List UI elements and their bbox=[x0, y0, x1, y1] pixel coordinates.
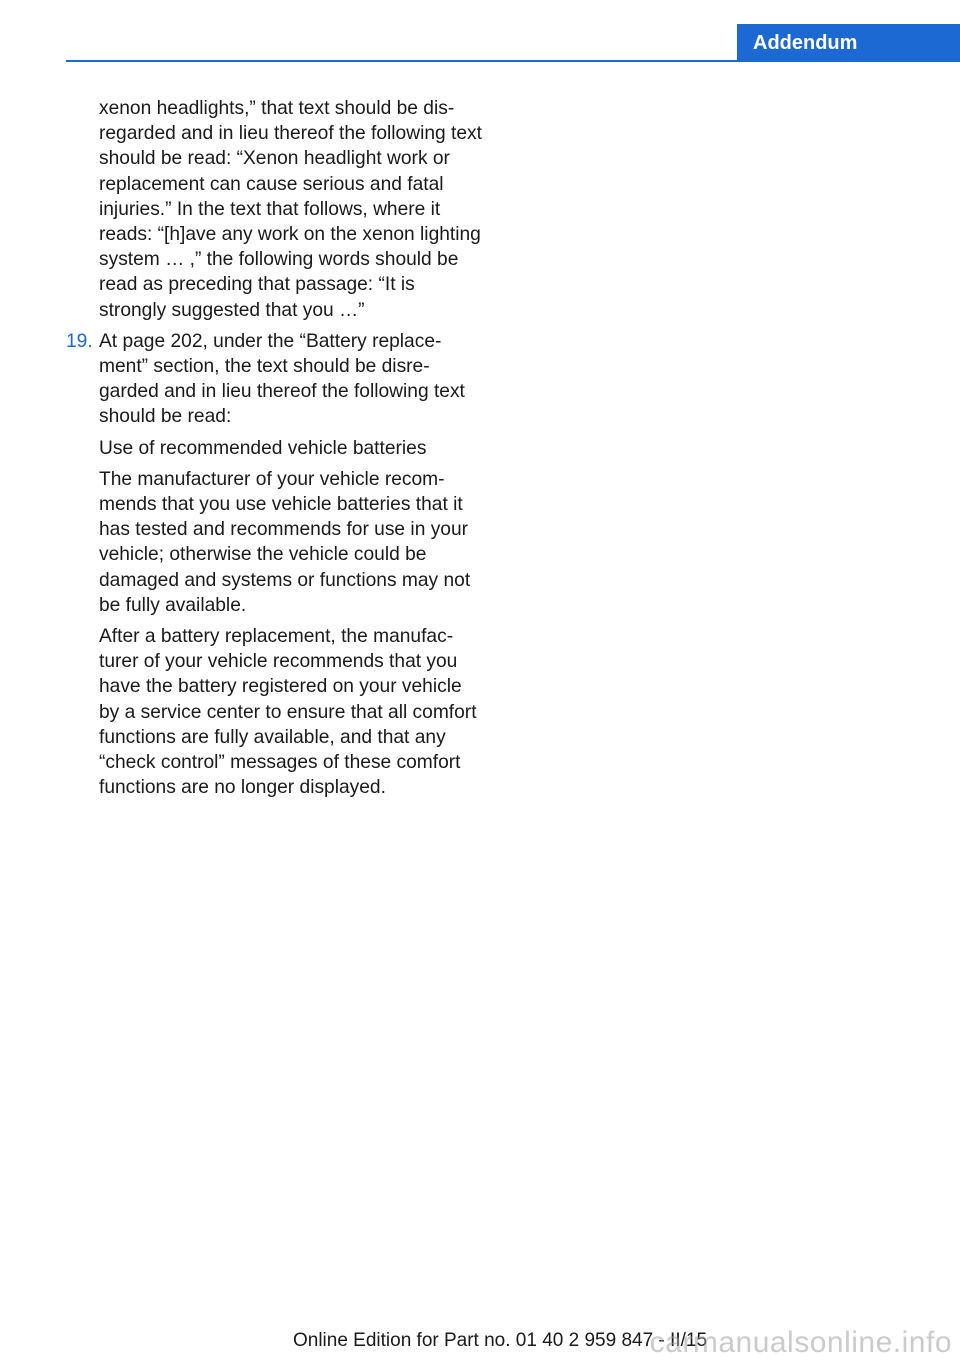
list-item-number: 19. bbox=[66, 330, 93, 352]
edition-text: Online Edition for Part no. 01 40 2 959 847 - II/15 bbox=[292, 1330, 708, 1351]
list-item bbox=[66, 329, 482, 807]
item-paragraph: The manufacturer of your vehicle recommends that you use vehicle batteries that it has tested and recommends for use in your vehicle; otherwise the vehicle could be damaged and systems or functions may not be fully available. bbox=[99, 468, 471, 616]
list-item-body bbox=[99, 329, 482, 807]
item-paragraph: At page 202, under the “Battery replacement” section, the text should be disregarded and in lieu thereof the following text should be read: bbox=[99, 330, 465, 428]
header-rule bbox=[66, 60, 738, 62]
intro-paragraph: xenon headlights,” that text should be disregarded and in lieu thereof the following text should be read: “Xenon headlight work or replacement can cause serious and fatal injuries.” In the text that follows, where it reads: “[h]ave any work on the xenon lighting system … ,” the following words should be read as preceding that passage: “It is strongly suggested that you …” bbox=[99, 98, 482, 321]
watermark: carmanualsonline.info bbox=[649, 1326, 952, 1359]
text-column bbox=[66, 96, 482, 806]
item-paragraph: After a battery replacement, the manufacturer of your vehicle recommends that you have the battery registered on your vehicle by a service center to ensure that all comfort functions are fully available, and that any “check control” messages of these comfort functions are no longer displayed. bbox=[99, 626, 477, 799]
section-title: Addendum bbox=[737, 24, 960, 62]
item-subheading: Use of recommended vehicle batteries bbox=[99, 437, 427, 459]
